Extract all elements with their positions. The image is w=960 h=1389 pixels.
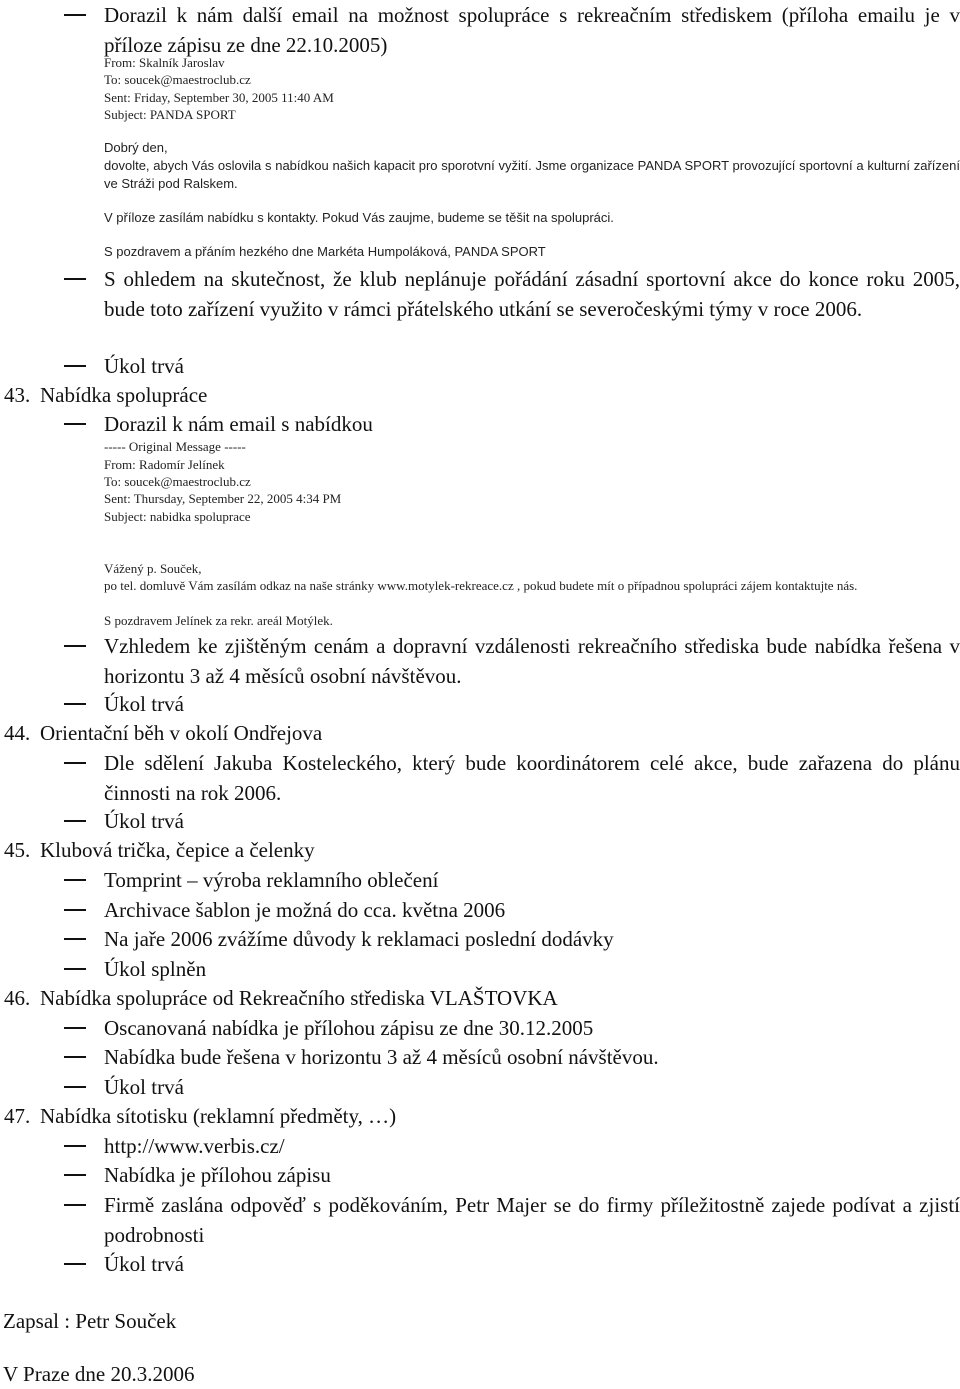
item46-bullet-2	[64, 1042, 960, 1072]
item45-bullet-3	[64, 924, 960, 954]
dash-bullet	[64, 1174, 86, 1176]
dash-bullet	[64, 278, 86, 280]
item47-title: Nabídka sítotisku (reklamní předměty, …)	[40, 1104, 397, 1128]
item43-note-text: Vzhledem ke zjištěným cenám a dopravní vzdálenosti rekreačního střediska bude nabídka řešena v horizontu 3 až 4 měsíců osobní návštěvou.	[104, 634, 960, 688]
dash-bullet	[64, 879, 86, 881]
email1-sent: Sent: Friday, September 30, 2005 11:40 AM	[104, 90, 334, 105]
item47-bullet-2	[64, 1160, 960, 1190]
item46-b2-text: Nabídka bude řešena v horizontu 3 až 4 měsíců osobní návštěvou.	[104, 1045, 659, 1069]
item45-status	[64, 954, 960, 984]
email2-signature: S pozdravem Jelínek za rekr. areál Motýlek.	[104, 613, 333, 628]
dash-bullet	[64, 365, 86, 367]
item42-status-text: Úkol trvá	[104, 354, 184, 378]
dash-bullet	[64, 14, 86, 16]
item46-title: Nabídka spolupráce od Rekreačního střediska VLAŠTOVKA	[40, 986, 558, 1010]
item44-title: Orientační běh v okolí Ondřejova	[40, 721, 323, 745]
dash-bullet	[64, 968, 86, 970]
dash-bullet	[64, 423, 86, 425]
dash-bullet	[64, 1086, 86, 1088]
email1-subject: Subject: PANDA SPORT	[104, 107, 236, 122]
item46-bullet-1	[64, 1013, 960, 1043]
dash-bullet	[64, 1204, 86, 1206]
email2-original: ----- Original Message -----	[104, 439, 246, 454]
item47-bullet-3	[64, 1190, 960, 1250]
email1-to: To: soucek@maestroclub.cz	[104, 72, 251, 87]
item45-b1-text: Tomprint – výroba reklamního oblečení	[104, 868, 439, 892]
email2-greeting: Vážený p. Souček,	[104, 561, 202, 576]
email1-body2: V příloze zasílám nabídku s kontakty. Pokud Vás zaujme, budeme se těšit na spolupráci.	[104, 210, 614, 225]
item43-heading	[4, 380, 904, 410]
dash-bullet	[64, 703, 86, 705]
item45-number: 45.	[4, 838, 31, 862]
recorded-by: Zapsal : Petr Souček	[3, 1309, 177, 1333]
bullet-email-offer	[64, 0, 960, 60]
item47-b2-text: Nabídka je přílohou zápisu	[104, 1163, 331, 1187]
item46-status-text: Úkol trvá	[104, 1075, 184, 1099]
item42-note-text: S ohledem na skutečnost, že klub neplánuje pořádání zásadní sportovní akce do konce roku 2005, bude toto zařízení využito v rámci přátelského utkání se severočeskými týmy v roce 2006.	[104, 267, 960, 321]
item46-status	[64, 1072, 960, 1102]
item46-number: 46.	[4, 986, 31, 1010]
email1-greeting: Dobrý den,	[104, 140, 168, 155]
dash-bullet	[64, 1027, 86, 1029]
email2-from: From: Radomír Jelínek	[104, 457, 225, 472]
item42-status	[64, 351, 960, 381]
email2-subject: Subject: nabidka spoluprace	[104, 509, 251, 524]
item43-status	[64, 689, 960, 719]
item44-heading	[4, 718, 904, 748]
dash-bullet	[64, 762, 86, 764]
item45-status-text: Úkol splněn	[104, 957, 207, 981]
dash-bullet	[64, 938, 86, 940]
dash-bullet	[64, 820, 86, 822]
email2-body: po tel. domluvě Vám zasílám odkaz na naše stránky www.motylek-rekreace.cz , pokud budete mít o případnou spolupráci zájem kontaktujte nás.	[104, 578, 858, 593]
item45-title: Klubová trička, čepice a čelenky	[40, 838, 315, 862]
item45-bullet-2	[64, 895, 960, 925]
item47-b1-text: http://www.verbis.cz/	[104, 1134, 285, 1158]
item45-bullet-1	[64, 865, 960, 895]
item47-heading	[4, 1101, 904, 1131]
email1-from: From: Skalník Jaroslav	[104, 55, 225, 70]
item47-bullet-1	[64, 1131, 960, 1161]
item43-status-text: Úkol trvá	[104, 692, 184, 716]
item44-number: 44.	[4, 721, 31, 745]
item45-b2-text: Archivace šablon je možná do cca. května 2006	[104, 898, 506, 922]
item47-status-text: Úkol trvá	[104, 1252, 184, 1276]
item46-b1-text: Oscanovaná nabídka je přílohou zápisu ze dne 30.12.2005	[104, 1016, 594, 1040]
email1-body1: dovolte, abych Vás oslovila s nabídkou našich kapacit pro sporotvní vyžití. Jsme organizace PANDA SPORT provozující sportovní a kulturní zařízení ve Stráži pod Ralskem.	[104, 158, 960, 191]
email2-sent: Sent: Thursday, September 22, 2005 4:34 PM	[104, 491, 342, 506]
dash-bullet	[64, 1056, 86, 1058]
item45-b3-text: Na jaře 2006 zvážíme důvody k reklamaci poslední dodávky	[104, 927, 614, 951]
dash-bullet	[64, 1145, 86, 1147]
item46-heading	[4, 983, 904, 1013]
dash-bullet	[64, 1263, 86, 1265]
item44-note-text: Dle sdělení Jakuba Kosteleckého, který bude koordinátorem celé akce, bude zařazena do plánu činnosti na rok 2006.	[104, 751, 960, 805]
place-date: V Praze dne 20.3.2006	[3, 1362, 195, 1386]
item43-bullet-text: Dorazil k nám email s nabídkou	[104, 412, 373, 436]
email1-signature: S pozdravem a přáním hezkého dne Markéta Humpoláková, PANDA SPORT	[104, 244, 546, 259]
item43-note	[64, 631, 960, 691]
item47-number: 47.	[4, 1104, 31, 1128]
item43-title: Nabídka spolupráce	[40, 383, 208, 407]
item44-status	[64, 806, 960, 836]
item43-bullet	[64, 409, 960, 439]
item44-note	[64, 748, 960, 808]
bullet-text: Dorazil k nám další email na možnost spolupráce s rekreačním střediskem (příloha emailu je v příloze zápisu ze dne 22.10.2005)	[104, 3, 960, 57]
item44-status-text: Úkol trvá	[104, 809, 184, 833]
item43-number: 43.	[4, 383, 31, 407]
dash-bullet	[64, 645, 86, 647]
item45-heading	[4, 835, 904, 865]
item47-b3-text: Firmě zaslána odpověď s poděkováním, Petr Majer se do firmy příležitostně zajede podívat a zjistí podrobnosti	[104, 1193, 960, 1247]
dash-bullet	[64, 909, 86, 911]
email2-to: To: soucek@maestroclub.cz	[104, 474, 251, 489]
item47-status	[64, 1249, 960, 1279]
item42-note	[64, 264, 960, 324]
